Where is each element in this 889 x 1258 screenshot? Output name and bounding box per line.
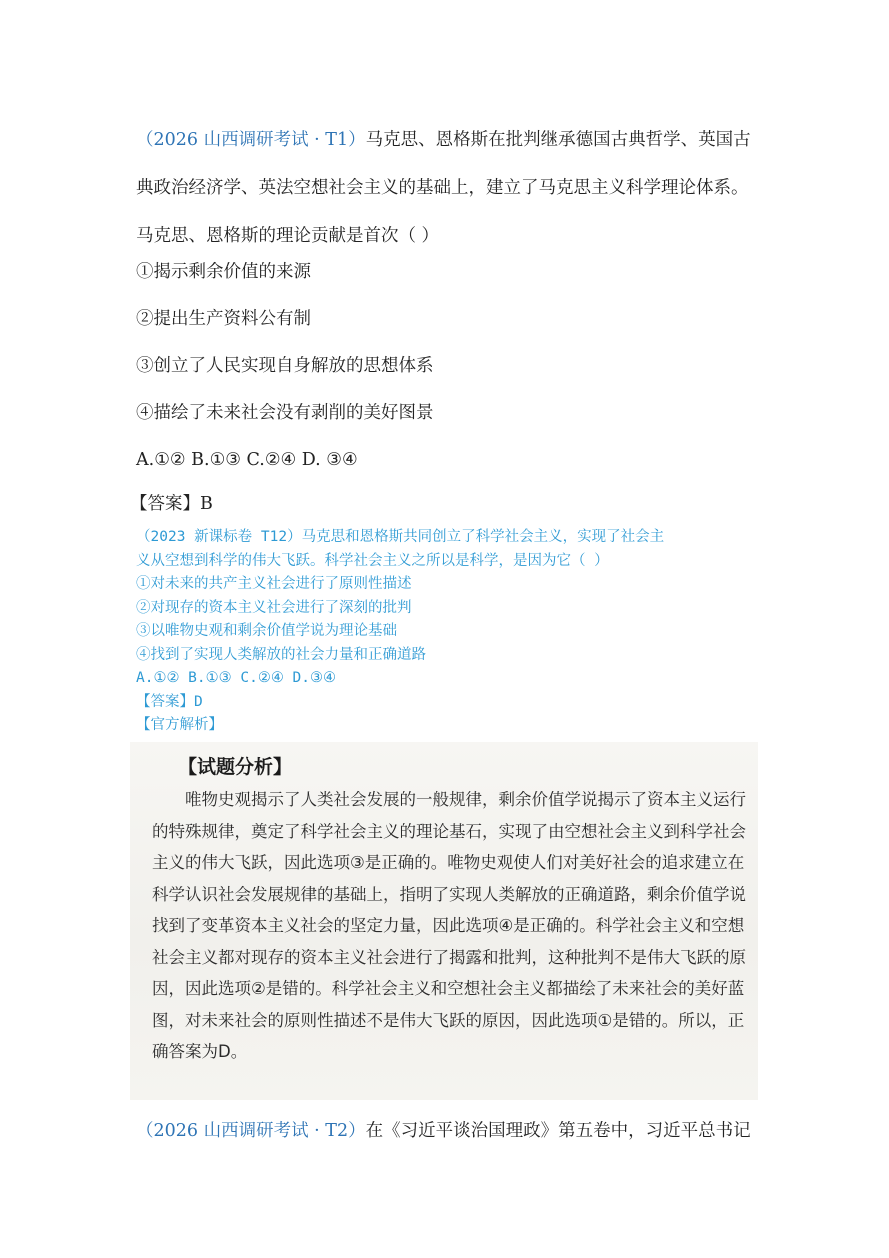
reference-line: A.①② B.①③ C.②④ D.③④ — [136, 670, 337, 686]
reference-line: ③以唯物史观和剩余价值学说为理论基础 — [136, 623, 397, 639]
question-1-option-2: ②提出生产资料公有制 — [136, 309, 311, 329]
question-1-option-4: ④描绘了未来社会没有剥削的美好图景 — [136, 403, 434, 423]
reference-line: ②对现存的资本主义社会进行了深刻的批判 — [136, 599, 412, 616]
question-1-stem-line-2: 典政治经济学、英法空想社会主义的基础上，建立了马克思主义科学理论体系。 — [136, 178, 749, 198]
reference-line: ①对未来的共产主义社会进行了原则性描述 — [136, 576, 412, 592]
reference-official-analysis-label: 【官方解析】 — [136, 717, 223, 733]
question-1-choices: A.①② B.①③ C.②④ D. ③④ — [136, 450, 358, 470]
reference-answer: 【答案】D — [136, 693, 203, 710]
analysis-scan-image — [130, 742, 758, 1100]
question-1-stem-line-1 — [136, 116, 758, 164]
question-1-source: （2026 山西调研考试 · T1） — [136, 130, 366, 150]
analysis-body: 唯物史观揭示了人类社会发展的一般规律，剩余价值学说揭示了资本主义运行的特殊规律，奠定了科学社会主义的理论基石，实现了由空想社会主义到科学社会主义的伟大飞跃，因此选项③是正确的。唯物史观使人们对美好社会的追求建立在科学认识社会发展规律的基础上，指明了实现人类解放的正确道路，剩余价值学说找到了变革资本主义社会的坚定力量，因此选项④是正确的。科学社会主义和空想社会主义都对现存的资本主义社会进行了揭露和批判，这种批判不是伟大飞跃的原因，因此选项②是错的。科学社会主义和空想社会主义都描绘了未来社会的美好蓝图，对未来社会的原则性描述不是伟大飞跃的原因，因此选项①是错的。所以，正确答案为D。 — [152, 790, 746, 1061]
reference-question — [136, 526, 756, 738]
question-2-source: （2026 山西调研考试 · T2） — [136, 1121, 366, 1141]
reference-line: ④找到了实现人类解放的社会力量和正确道路 — [136, 646, 426, 663]
question-1-option-3: ③创立了人民实现自身解放的思想体系 — [136, 356, 434, 376]
question-1-option-1: ①揭示剩余价值的来源 — [136, 262, 311, 282]
question-1-answer: 【答案】B — [130, 494, 213, 514]
reference-line: 义从空想到科学的伟大飞跃。科学社会主义之所以是科学，是因为它（ ） — [136, 552, 609, 569]
reference-line: （2023 新课标卷 T12）马克思和恩格斯共同创立了科学社会主义，实现了社会主 — [136, 529, 665, 545]
question-1-stem-line-3: 马克思、恩格斯的理论贡献是首次（ ） — [136, 226, 440, 246]
question-1 — [136, 116, 758, 260]
question-1-stem-text: 马克思、恩格斯在批判继承德国古典哲学、英国古 — [365, 130, 751, 150]
analysis-heading: 【试题分析】 — [178, 756, 293, 778]
question-2 — [136, 1116, 758, 1146]
question-2-stem: 在《习近平谈治国理政》第五卷中，习近平总书记 — [365, 1121, 751, 1141]
